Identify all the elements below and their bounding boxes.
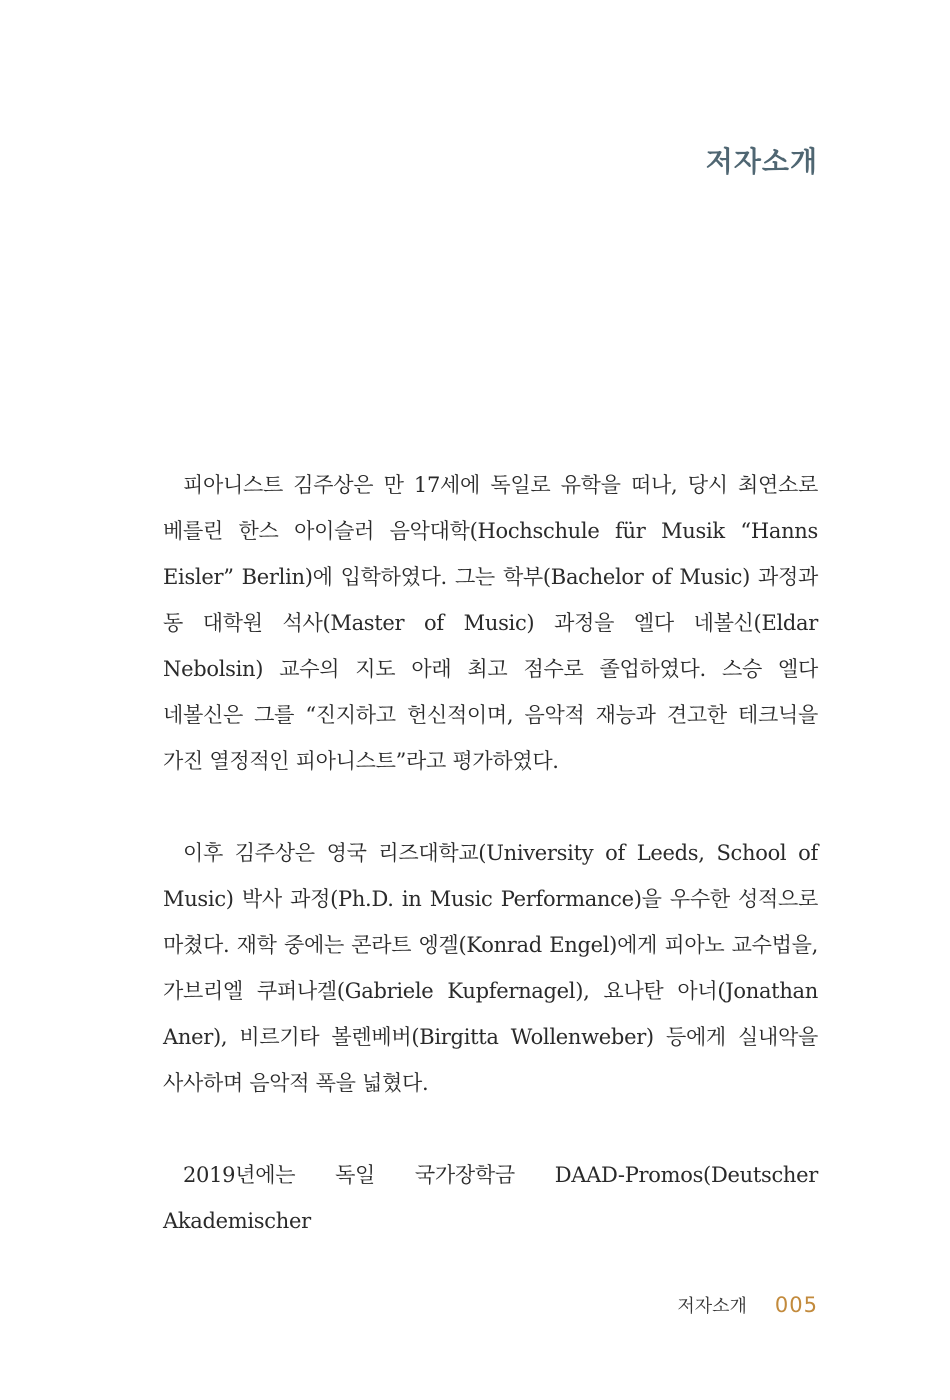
page-footer xyxy=(677,1292,818,1318)
footer-section-label: 저자소개 xyxy=(677,1296,747,1317)
paragraph: 2019년에는 독일 국가장학금 DAAD-Promos(Deutscher Akademischer xyxy=(163,1163,818,1233)
page-number: 005 xyxy=(774,1293,818,1317)
page-title: 저자소개 xyxy=(705,145,818,178)
body-text xyxy=(163,462,818,1290)
paragraph: 피아니스트 김주상은 만 17세에 독일로 유학을 떠나, 당시 최연소로 베를린 한스 아이슬러 음악대학(Hochschule für Musik “Hanns Eisler” Berlin)에 입학하였다. 그는 학부(Bachelor of Music) 과정과 동 대학원 석사(Master of Music) 과정을 엘다 네볼신(Eldar Nebolsin) 교수의 지도 아래 최고 점수로 졸업하였다. 스승 엘다 네볼신은 그를 “진지하고 헌신적이며, 음악적 재능과 견고한 테크닉을 가진 열정적인 피아니스트”라고 평가하였다. xyxy=(163,473,818,773)
paragraph: 이후 김주상은 영국 리즈대학교(University of Leeds, School of Music) 박사 과정(Ph.D. in Music Performance)을 우수한 성적으로 마쳤다. 재학 중에는 콘라트 엥겔(Konrad Engel)에게 피아노 교수법을, 가브리엘 쿠퍼나겔(Gabriele Kupfernagel), 요나탄 아너(Jonathan Aner), 비르기타 볼렌베버(Birgitta Wollenweber) 등에게 실내악을 사사하며 음악적 폭을 넓혔다. xyxy=(163,841,818,1095)
